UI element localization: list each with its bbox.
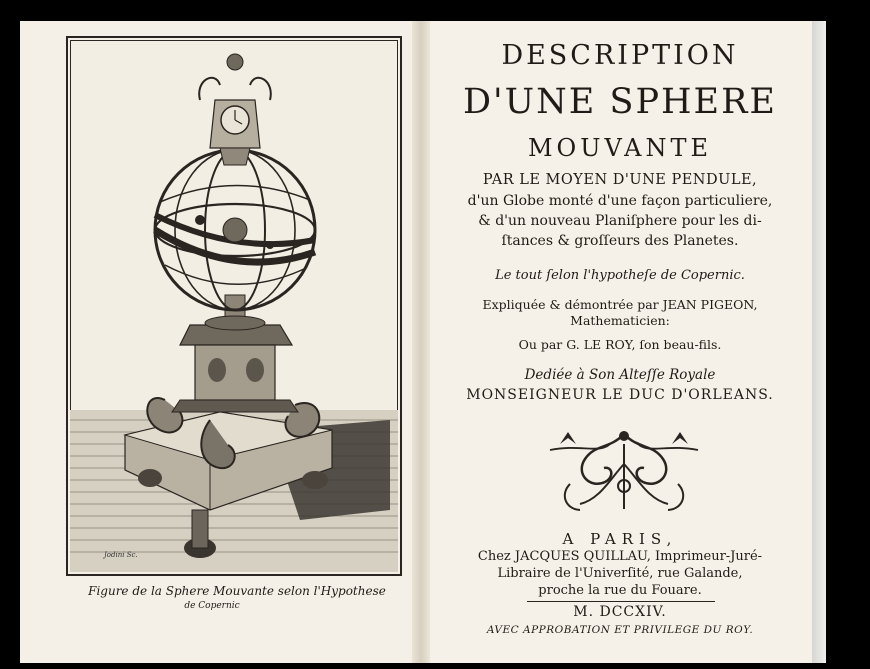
book-gutter — [412, 21, 430, 663]
subtitle-line3: & d'un nouveau Planiſphere pour les di- — [478, 213, 762, 229]
armillary-sphere-engraving-icon — [70, 40, 398, 572]
dedication-line1: Dediée à Son Alteſſe Royale — [524, 367, 716, 383]
subtitle-line2: d'un Globe monté d'une façon particuliere, — [467, 193, 773, 209]
authors-line3: Ou par G. LE ROY, ſon beau-fils. — [518, 337, 722, 352]
hypothesis-line: Le tout ſelon l'hypotheſe de Copernic. — [495, 268, 745, 283]
plate-caption-line2: de Copernic — [184, 601, 240, 611]
imprint-date: M. DCCXIV. — [573, 604, 667, 620]
authors-line1: Expliquée & démontrée par JEAN PIGEON, — [482, 297, 758, 312]
imprint-line3: Libraire de l'Univerſité, rue Galande, — [497, 566, 743, 581]
imprint-line4: proche la rue du Fouare. — [538, 583, 702, 598]
authors-line2: Mathematicien: — [570, 313, 670, 328]
imprint-city: A PARIS, — [562, 530, 678, 548]
subtitle-line1: PAR LE MOYEN D'UNE PENDULE, — [482, 172, 758, 188]
engraver-signature: Jodini Sc. — [104, 551, 138, 559]
title-line3: MOUVANTE — [527, 134, 713, 162]
title-line2: D'UNE SPHERE — [463, 82, 777, 122]
dedication-line2: MONSEIGNEUR LE DUC D'ORLEANS. — [466, 387, 774, 403]
page-edge — [812, 21, 826, 663]
subtitle-line4: ſtances & groſſeurs des Planetes. — [501, 233, 739, 249]
imprint-rule — [527, 601, 715, 602]
imprint-privilege: AVEC APPROBATION ET PRIVILEGE DU ROY. — [486, 624, 754, 636]
plate-caption-line1: Figure de la Sphere Mouvante selon l'Hypothese — [88, 584, 386, 598]
title-line1: DESCRIPTION — [501, 40, 739, 71]
fleuron-ornament-icon — [540, 424, 708, 516]
imprint-line2: Chez JACQUES QUILLAU, Imprimeur-Juré- — [477, 549, 763, 564]
